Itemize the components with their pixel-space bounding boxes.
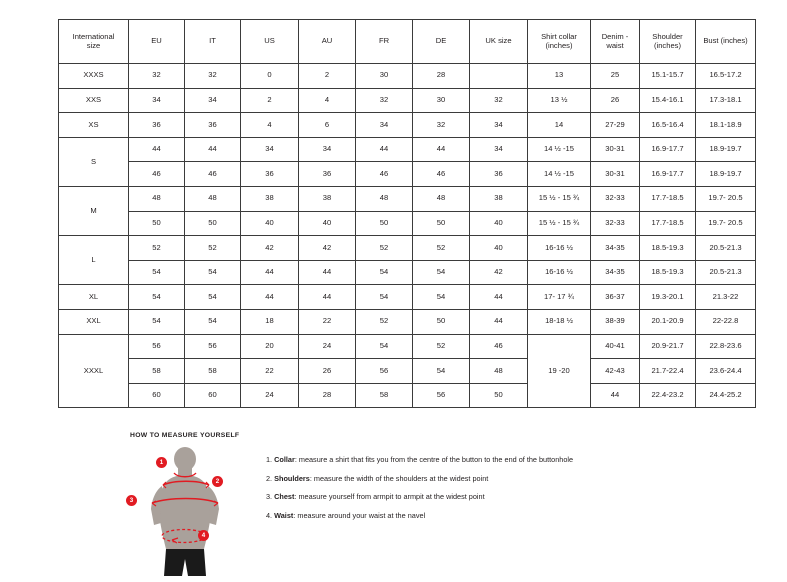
cell-au: 2 (299, 64, 356, 89)
column-header-denim-waist: Denim - waist (591, 20, 640, 64)
cell-fr: 52 (356, 309, 413, 334)
table-row (59, 236, 756, 261)
table-row (59, 162, 756, 187)
cell-denim-waist: 34-35 (591, 260, 640, 285)
cell-eu: 52 (129, 236, 185, 261)
cell-denim-waist: 40-41 (591, 334, 640, 359)
list-item-number: 4. (266, 510, 275, 520)
cell-fr: 52 (356, 236, 413, 261)
cell-it: 60 (185, 383, 241, 408)
cell-de: 28 (413, 64, 470, 89)
cell-de: 32 (413, 113, 470, 138)
cell-shoulder: 18.5-19.3 (640, 260, 696, 285)
cell-eu: 58 (129, 359, 185, 384)
cell-de: 44 (413, 137, 470, 162)
cell-eu: 32 (129, 64, 185, 89)
list-item-text: : measure a shirt that fits you from the centre of the button to the end of the buttonhole (294, 455, 574, 464)
cell-eu: 50 (129, 211, 185, 236)
cell-shirt-collar: 16-16 ½ (528, 236, 591, 261)
cell-denim-waist: 36-37 (591, 285, 640, 310)
table-header-row (59, 20, 756, 64)
table-row (59, 88, 756, 113)
column-header-fr: FR (356, 20, 413, 64)
cell-de: 54 (413, 359, 470, 384)
torso-diagram-icon (130, 445, 250, 577)
how-to-measure-section (130, 432, 750, 573)
cell-international-size: XS (59, 113, 129, 138)
cell-shoulder: 19.3-20.1 (640, 285, 696, 310)
list-item-term: Shoulders (274, 473, 310, 483)
cell-international-size: L (59, 236, 129, 285)
column-header-shirt-collar: Shirt collar (inches) (528, 20, 591, 64)
cell-denim-waist: 26 (591, 88, 640, 113)
column-header-international-size: International size (59, 20, 129, 64)
table-row (59, 211, 756, 236)
column-header-bust: Bust (inches) (696, 20, 756, 64)
cell-eu: 54 (129, 285, 185, 310)
cell-international-size: XXXS (59, 64, 129, 89)
cell-de: 56 (413, 383, 470, 408)
list-item-text: : measure the width of the shoulders at the widest point (309, 473, 489, 483)
cell-fr: 58 (356, 383, 413, 408)
cell-bust: 22.8-23.6 (696, 334, 756, 359)
cell-shoulder: 15.4-16.1 (640, 88, 696, 113)
cell-eu: 60 (129, 383, 185, 408)
cell-us: 0 (241, 64, 299, 89)
column-header-uk-size: UK size (470, 20, 528, 64)
cell-de: 50 (413, 309, 470, 334)
cell-bust: 23.6-24.4 (696, 359, 756, 384)
cell-shoulder: 15.1-15.7 (640, 64, 696, 89)
cell-it: 52 (185, 236, 241, 261)
cell-uk: 50 (470, 383, 528, 408)
cell-fr: 44 (356, 137, 413, 162)
cell-au: 22 (299, 309, 356, 334)
cell-uk: 48 (470, 359, 528, 384)
cell-au: 4 (299, 88, 356, 113)
list-item-number: 3. (266, 492, 275, 502)
list-item (266, 511, 573, 520)
cell-de: 52 (413, 236, 470, 261)
list-item-number: 1. (266, 455, 275, 464)
cell-bust: 18.9-19.7 (696, 162, 756, 187)
list-item-text: : measure around your waist at the navel (293, 510, 426, 520)
cell-uk: 38 (470, 186, 528, 211)
cell-it: 32 (185, 64, 241, 89)
cell-shirt-collar: 18-18 ½ (528, 309, 591, 334)
list-item (266, 474, 573, 483)
cell-us: 2 (241, 88, 299, 113)
cell-au: 6 (299, 113, 356, 138)
cell-shoulder: 16.9-17.7 (640, 137, 696, 162)
cell-bust: 18.1-18.9 (696, 113, 756, 138)
cell-bust: 18.9-19.7 (696, 137, 756, 162)
cell-us: 40 (241, 211, 299, 236)
table-row (59, 309, 756, 334)
cell-denim-waist: 32-33 (591, 186, 640, 211)
cell-eu: 56 (129, 334, 185, 359)
table-row (59, 334, 756, 359)
table-row (59, 359, 756, 384)
cell-eu: 54 (129, 260, 185, 285)
badge-shoulders: 2 (212, 476, 223, 487)
cell-it: 54 (185, 260, 241, 285)
cell-fr: 56 (356, 359, 413, 384)
list-item-term: Chest (274, 492, 295, 502)
cell-bust: 20.5-21.3 (696, 236, 756, 261)
cell-shoulder: 16.5-16.4 (640, 113, 696, 138)
cell-bust: 16.5-17.2 (696, 64, 756, 89)
cell-de: 46 (413, 162, 470, 187)
size-chart-table (58, 19, 756, 408)
cell-it: 46 (185, 162, 241, 187)
cell-au: 36 (299, 162, 356, 187)
cell-eu: 54 (129, 309, 185, 334)
cell-au: 40 (299, 211, 356, 236)
cell-shirt-collar: 17- 17 ¾ (528, 285, 591, 310)
cell-au: 34 (299, 137, 356, 162)
cell-fr: 54 (356, 334, 413, 359)
cell-au: 24 (299, 334, 356, 359)
cell-bust: 21.3-22 (696, 285, 756, 310)
cell-denim-waist: 27-29 (591, 113, 640, 138)
cell-uk: 36 (470, 162, 528, 187)
cell-international-size: M (59, 186, 129, 235)
cell-bust: 19.7- 20.5 (696, 186, 756, 211)
list-item-number: 2. (266, 473, 275, 483)
cell-it: 34 (185, 88, 241, 113)
cell-denim-waist: 32-33 (591, 211, 640, 236)
table-row (59, 186, 756, 211)
cell-shoulder: 21.7-22.4 (640, 359, 696, 384)
cell-eu: 34 (129, 88, 185, 113)
cell-au: 26 (299, 359, 356, 384)
cell-bust: 20.5-21.3 (696, 260, 756, 285)
cell-us: 36 (241, 162, 299, 187)
how-to-measure-title: HOW TO MEASURE YOURSELF (130, 432, 240, 439)
cell-shoulder: 22.4-23.2 (640, 383, 696, 408)
measurement-figure (130, 445, 250, 573)
cell-denim-waist: 42-43 (591, 359, 640, 384)
cell-uk (470, 64, 528, 89)
cell-shirt-collar: 15 ½ - 15 ¾ (528, 211, 591, 236)
cell-international-size: XL (59, 285, 129, 310)
cell-uk: 46 (470, 334, 528, 359)
badge-chest: 3 (126, 495, 137, 506)
table-row (59, 137, 756, 162)
cell-it: 50 (185, 211, 241, 236)
cell-shirt-collar: 16-16 ½ (528, 260, 591, 285)
cell-us: 18 (241, 309, 299, 334)
cell-uk: 42 (470, 260, 528, 285)
list-item-term: Collar (274, 455, 295, 464)
cell-bust: 24.4-25.2 (696, 383, 756, 408)
cell-us: 42 (241, 236, 299, 261)
cell-it: 48 (185, 186, 241, 211)
cell-shirt-collar: 14 ½ -15 (528, 137, 591, 162)
cell-international-size: XXL (59, 309, 129, 334)
cell-it: 54 (185, 309, 241, 334)
cell-it: 58 (185, 359, 241, 384)
badge-waist: 4 (198, 530, 209, 541)
cell-fr: 34 (356, 113, 413, 138)
cell-de: 48 (413, 186, 470, 211)
table-header (59, 20, 756, 64)
cell-fr: 50 (356, 211, 413, 236)
cell-shoulder: 17.7-18.5 (640, 186, 696, 211)
cell-uk: 34 (470, 137, 528, 162)
cell-denim-waist: 30-31 (591, 137, 640, 162)
column-header-it: IT (185, 20, 241, 64)
cell-fr: 54 (356, 260, 413, 285)
cell-shoulder: 17.7-18.5 (640, 211, 696, 236)
cell-shirt-collar: 14 (528, 113, 591, 138)
cell-shoulder: 20.1-20.9 (640, 309, 696, 334)
cell-shoulder: 20.9-21.7 (640, 334, 696, 359)
cell-fr: 54 (356, 285, 413, 310)
cell-us: 38 (241, 186, 299, 211)
cell-us: 4 (241, 113, 299, 138)
cell-au: 38 (299, 186, 356, 211)
cell-fr: 32 (356, 88, 413, 113)
cell-au: 44 (299, 285, 356, 310)
cell-denim-waist: 30-31 (591, 162, 640, 187)
cell-us: 34 (241, 137, 299, 162)
cell-denim-waist: 25 (591, 64, 640, 89)
list-item-text: : measure yourself from armpit to armpit at the widest point (294, 492, 485, 502)
cell-au: 28 (299, 383, 356, 408)
cell-au: 42 (299, 236, 356, 261)
cell-international-size: XXXL (59, 334, 129, 408)
cell-uk: 44 (470, 309, 528, 334)
table-row (59, 260, 756, 285)
cell-shirt-collar: 13 ½ (528, 88, 591, 113)
cell-us: 44 (241, 285, 299, 310)
cell-shirt-collar: 19 -20 (528, 334, 591, 408)
column-header-de: DE (413, 20, 470, 64)
cell-it: 56 (185, 334, 241, 359)
table-row (59, 64, 756, 89)
cell-it: 44 (185, 137, 241, 162)
cell-uk: 40 (470, 211, 528, 236)
cell-bust: 17.3-18.1 (696, 88, 756, 113)
cell-international-size: S (59, 137, 129, 186)
cell-de: 50 (413, 211, 470, 236)
cell-it: 36 (185, 113, 241, 138)
list-item (266, 492, 573, 501)
cell-us: 24 (241, 383, 299, 408)
list-item (266, 455, 573, 464)
cell-shoulder: 16.9-17.7 (640, 162, 696, 187)
cell-de: 52 (413, 334, 470, 359)
table-row (59, 113, 756, 138)
cell-international-size: XXS (59, 88, 129, 113)
cell-eu: 44 (129, 137, 185, 162)
cell-fr: 30 (356, 64, 413, 89)
column-header-au: AU (299, 20, 356, 64)
table-row (59, 285, 756, 310)
column-header-eu: EU (129, 20, 185, 64)
cell-shirt-collar: 15 ½ - 15 ¾ (528, 186, 591, 211)
cell-uk: 34 (470, 113, 528, 138)
cell-fr: 46 (356, 162, 413, 187)
cell-denim-waist: 44 (591, 383, 640, 408)
how-to-measure-list (266, 455, 573, 529)
table-row (59, 383, 756, 408)
cell-bust: 22-22.8 (696, 309, 756, 334)
cell-uk: 32 (470, 88, 528, 113)
cell-denim-waist: 38-39 (591, 309, 640, 334)
list-item-term: Waist (274, 510, 294, 520)
cell-de: 54 (413, 285, 470, 310)
cell-au: 44 (299, 260, 356, 285)
how-to-measure-body (130, 445, 750, 573)
cell-shirt-collar: 14 ½ -15 (528, 162, 591, 187)
cell-bust: 19.7- 20.5 (696, 211, 756, 236)
cell-it: 54 (185, 285, 241, 310)
cell-shirt-collar: 13 (528, 64, 591, 89)
cell-us: 44 (241, 260, 299, 285)
cell-uk: 44 (470, 285, 528, 310)
cell-eu: 36 (129, 113, 185, 138)
badge-collar: 1 (156, 457, 167, 468)
cell-de: 30 (413, 88, 470, 113)
cell-shoulder: 18.5-19.3 (640, 236, 696, 261)
column-header-us: US (241, 20, 299, 64)
cell-denim-waist: 34-35 (591, 236, 640, 261)
cell-us: 22 (241, 359, 299, 384)
cell-uk: 40 (470, 236, 528, 261)
column-header-shoulder: Shoulder (inches) (640, 20, 696, 64)
cell-eu: 46 (129, 162, 185, 187)
table-body (59, 64, 756, 408)
cell-us: 20 (241, 334, 299, 359)
cell-de: 54 (413, 260, 470, 285)
cell-fr: 48 (356, 186, 413, 211)
cell-eu: 48 (129, 186, 185, 211)
